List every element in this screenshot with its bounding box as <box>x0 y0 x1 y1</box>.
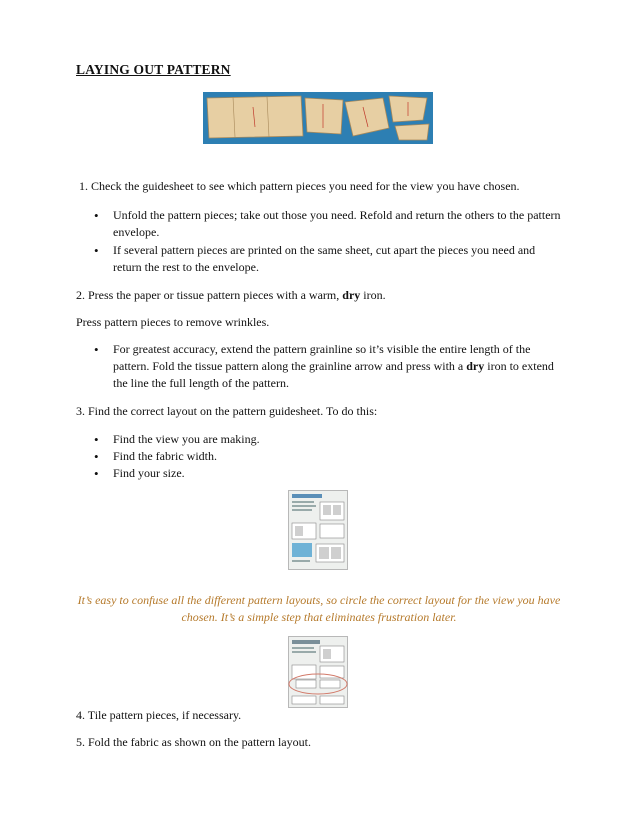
bullet-icon: • <box>94 243 99 258</box>
step-1-bullet-2: If several pattern pieces are printed on the same sheet, cut apart the pieces you need and return the rest to the envelope. <box>113 243 536 274</box>
bullet-icon: • <box>94 342 99 357</box>
step-2-bullet: For greatest accuracy, extend the pattern grainline so it’s visible the entire length of the pattern. Fold the tissue pattern along the grainline arrow and press with a dry iron to extend the line the full length of the pattern. <box>113 342 554 390</box>
pattern-pieces-image <box>203 92 433 144</box>
step-1-text: 1. Check the guidesheet to see which pattern pieces you need for the view you have chosen. <box>79 179 520 193</box>
step-3-text: 3. Find the correct layout on the pattern guidesheet. To do this: <box>76 404 378 418</box>
page-title: LAYING OUT PATTERN <box>76 62 231 77</box>
bullet-icon: • <box>94 449 99 464</box>
step-1-bullet-1: Unfold the pattern pieces; take out those you need. Refold and return the others to the pattern envelope. <box>113 208 561 239</box>
step-3-bullet-2: Find the fabric width. <box>113 449 217 463</box>
bullet-icon: • <box>94 432 99 447</box>
step-3-bullet-1: Find the view you are making. <box>113 432 260 446</box>
step-2-line-2: Press pattern pieces to remove wrinkles. <box>76 315 270 329</box>
step-3-bullet-3: Find your size. <box>113 466 185 480</box>
guidesheet-circled-image <box>288 636 348 708</box>
guidesheet-image <box>288 490 348 570</box>
step-2-text: 2. Press the paper or tissue pattern pieces with a warm, dry iron. <box>76 288 386 302</box>
step-5-text: 5. Fold the fabric as shown on the pattern layout. <box>76 735 311 749</box>
step-4-text: 4. Tile pattern pieces, if necessary. <box>76 708 242 722</box>
bullet-icon: • <box>94 466 99 481</box>
image-caption: It’s easy to confuse all the different pattern layouts, so circle the correct layout for the view you have chosen. It’s a simple step that eliminates frustration later. <box>77 593 561 624</box>
bullet-icon: • <box>94 208 99 223</box>
